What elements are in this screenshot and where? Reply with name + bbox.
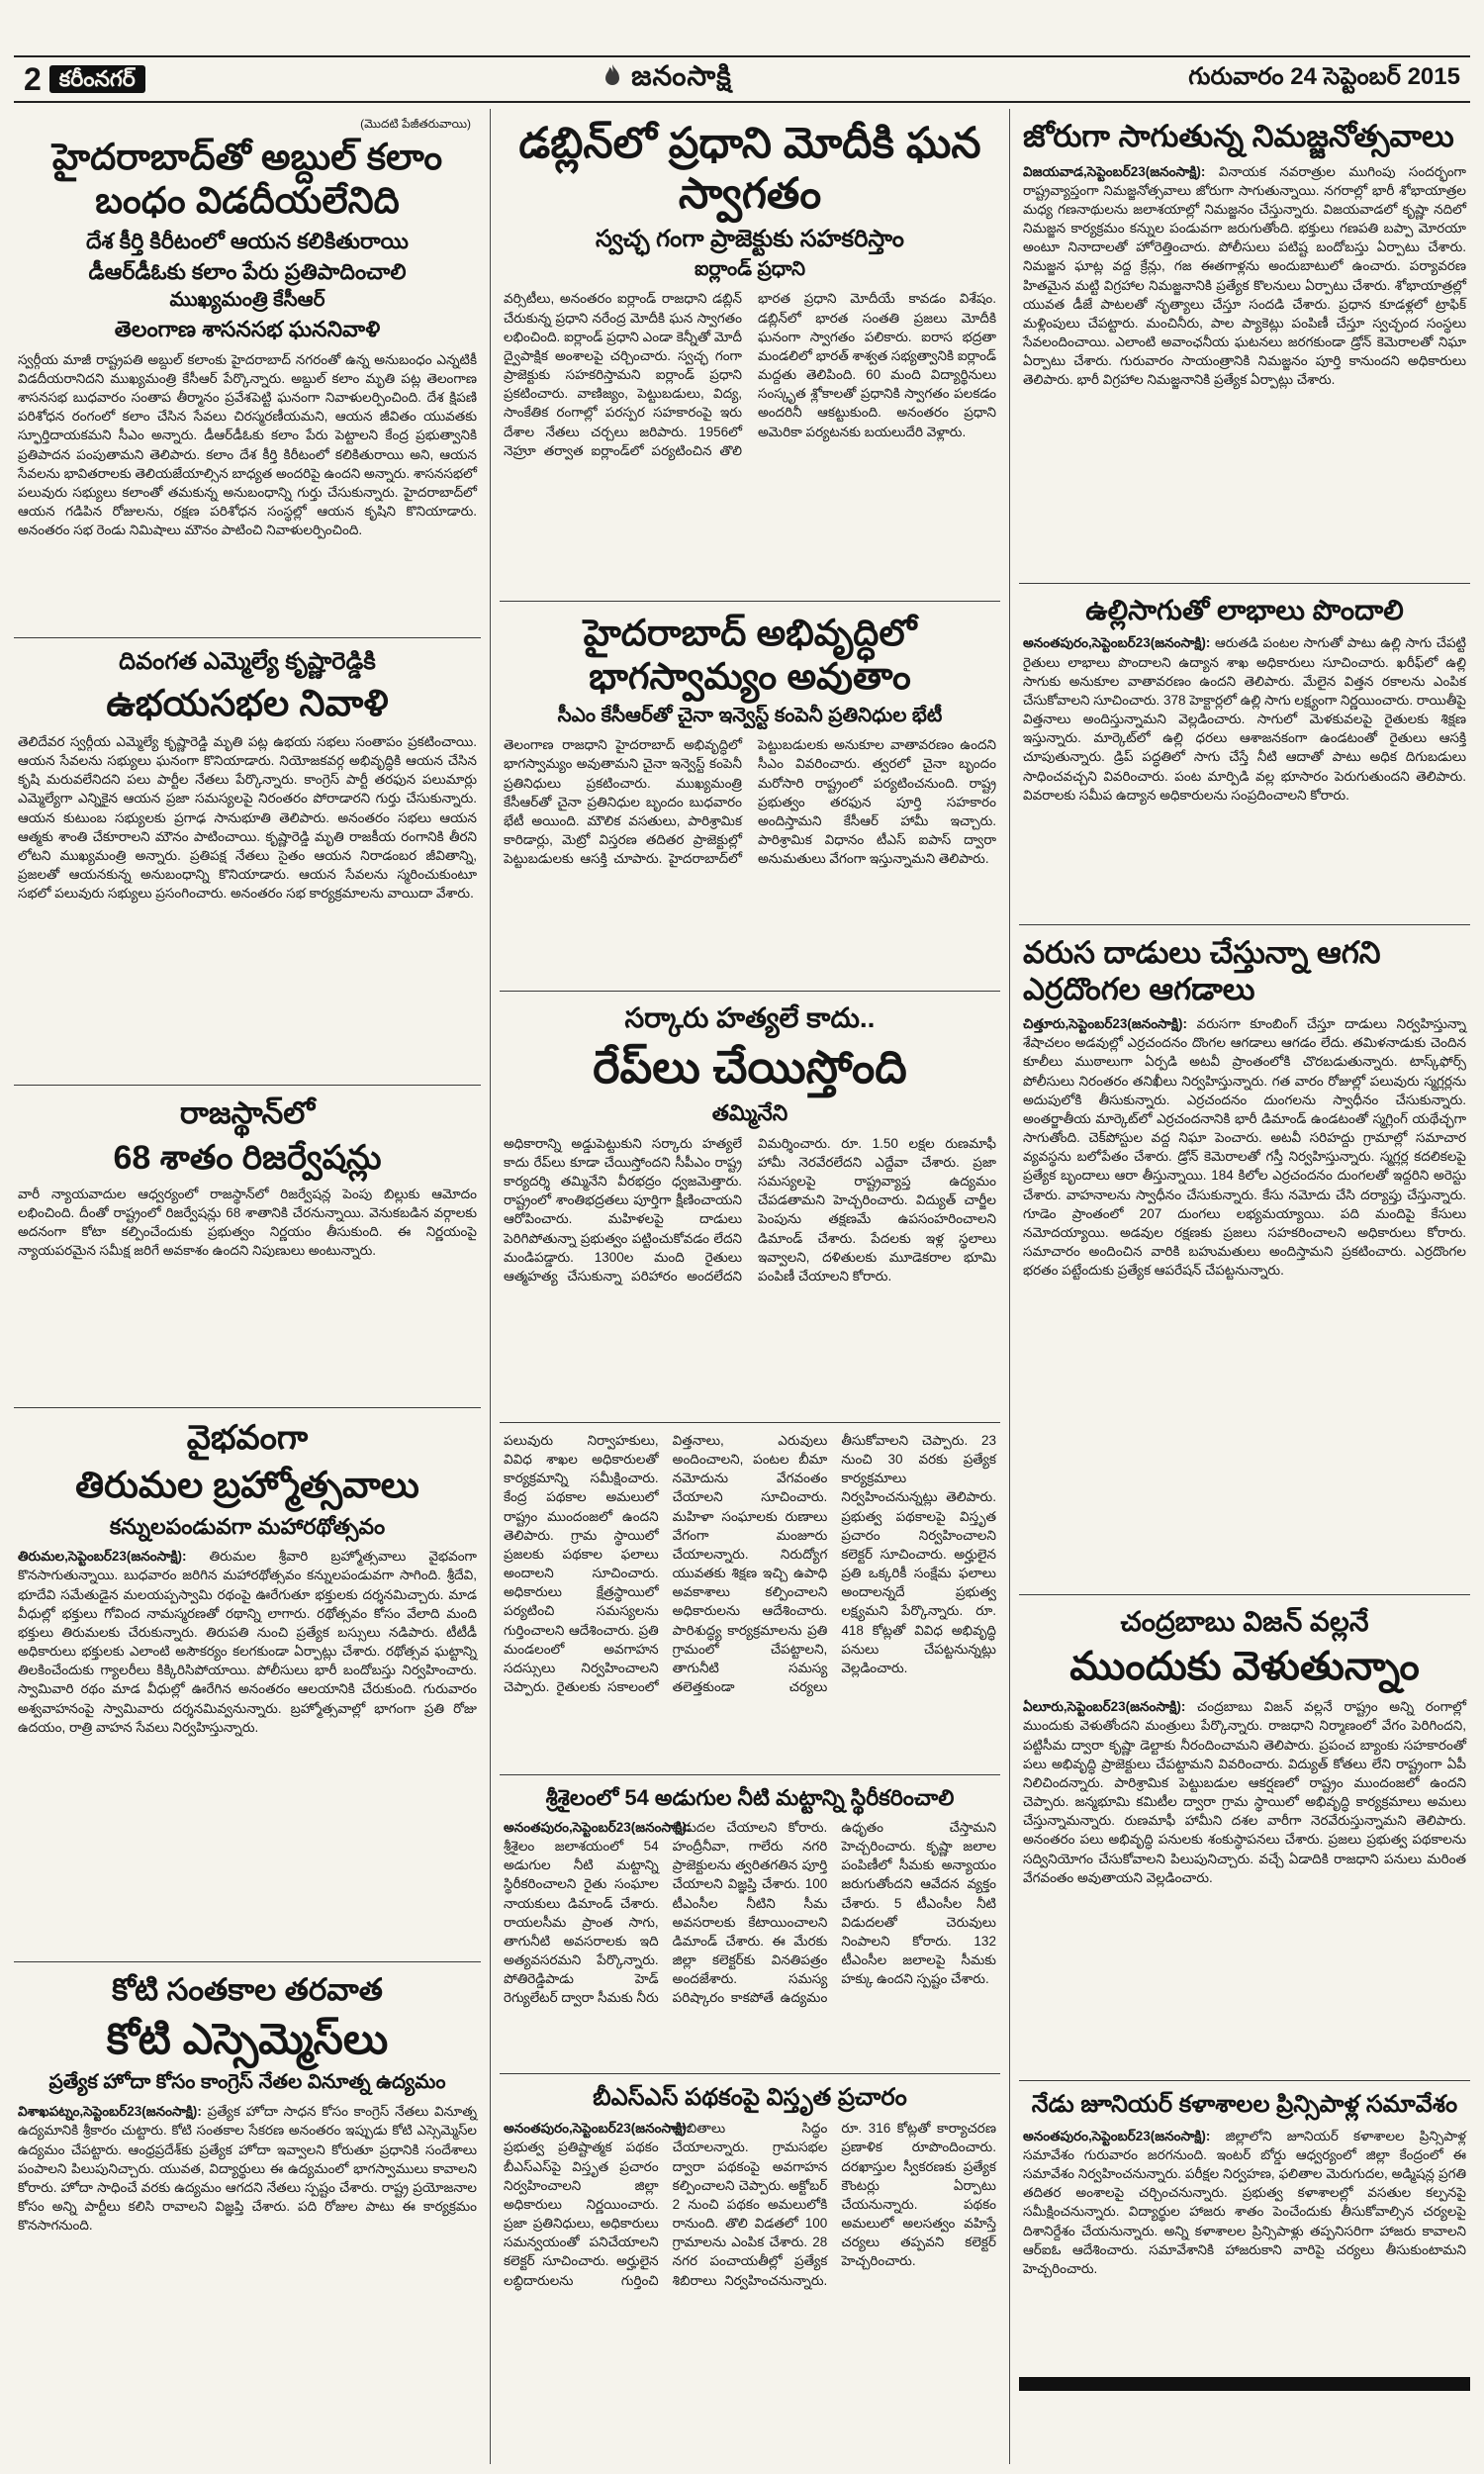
article-onion-farming — [1019, 583, 1470, 924]
body-text — [1023, 1697, 1466, 1887]
body-copy: వారీ న్యాయవాదుల ఆధ్వర్యంలో రాజస్థాన్‌లో రిజర్వేషన్ల పెంపు బిల్లుకు ఆమోదం లభించింది. దీంతో రాష్ట్రంలో రిజర్వేషన్లు 68 శాతానికి చేరనున్నాయి. వెనుకబడిన వర్గాలకు అదనంగా కోటా కల్పించేందుకు ప్రభుత్వం నిర్ణయం తీసుకుంది. ఈ నిర్ణయంపై న్యాయపరమైన సమీక్ష జరిగే అవకాశం ఉందని నిపుణులు అంటున్నారు. — [18, 1186, 477, 1259]
body-text — [18, 1185, 477, 1261]
date-line: గురువారం 24 సెప్టెంబర్ 2015 — [1188, 62, 1460, 90]
headline: జోరుగా సాగుతున్న నిమజ్జనోత్సవాలు — [1023, 119, 1454, 153]
headline: శ్రీశైలంలో 54 అడుగుల నీటి మట్టాన్ని స్థిరీకరించాలి — [545, 1785, 955, 1810]
continued-from-note: (మొదటి పేజీతరువాయి) — [360, 117, 471, 131]
headline: ముందుకు వెళుతున్నాం — [1069, 1645, 1420, 1689]
article-modi-dublin — [500, 109, 1000, 601]
headline: 68 శాతం రిజర్వేషన్లు — [113, 1138, 382, 1177]
deck-line: డీఆర్‌డీఓకు కలాం పేరు ప్రతిపాదించాలి — [88, 258, 407, 284]
headline-kicker: దివంగత ఎమ్మెల్యే కృష్ణారెడ్డికి — [119, 648, 376, 675]
dateline: అనంతపురం,సెప్టెంబర్23(జనంసాక్షి): — [504, 2121, 692, 2137]
article-srisailam-water-level — [500, 1774, 1000, 2073]
article-red-sanders-smugglers — [1019, 924, 1470, 1594]
headline: హైదరాబాద్‌తో అబ్దుల్ కలాం బంధం విడదీయలేనిది — [51, 137, 443, 221]
article-rajasthan-reservations — [14, 1085, 481, 1407]
deck-line: ఐర్లాండ్ ప్రధాని — [695, 258, 805, 281]
article-chandrababu-vision — [1019, 1594, 1470, 2080]
headline-kicker: సర్కారు హత్యలే కాదు.. — [624, 1002, 876, 1033]
deck-line: దేశ కీర్తి కిరీటంలో ఆయన కలికితురాయి — [86, 229, 409, 254]
article-kalam-tribute — [14, 109, 481, 637]
column-left — [14, 109, 481, 2464]
flame-flag-icon — [602, 64, 623, 95]
article-tirumala-brahmotsavam — [14, 1407, 481, 1961]
deck-line: తమ్మినేని — [711, 1100, 788, 1126]
headline: తిరుమల బ్రహ్మోత్సవాలు — [75, 1465, 419, 1506]
body-copy: స్వర్గీయ మాజీ రాష్ట్రపతి అబ్దుల్ కలాంకు హైదరాబాద్ నగరంతో ఉన్న అనుబంధం ఎన్నటికీ విడదీయరానిదని ముఖ్యమంత్రి కేసీఆర్ పేర్కొన్నారు. అబ్దుల్ కలాం మృతి పట్ల తెలంగాణ శాసనసభ బుధవారం సంతాప తీర్మానం ప్రవేశపెట్టి ఘనంగా నివాళులర్పించింది. దేశ క్షిపణి పరిశోధన రంగంలో కలాం చేసిన సేవలు చిరస్మరణీయమని, ఆయన జీవితం యువతకు స్ఫూర్తిదాయకమని సీఎం అన్నారు. డీఆర్‌డీఓకు కలాం పేరు పెట్టాలని కేంద్ర ప్రభుత్వానికి ప్రతిపాదన పంపుతామని తెలిపారు. కలాం దేశ కీర్తి కిరీటంలో కలికితురాయి అని, ఆయన సేవలను భావితరాలకు తెలియజేయాల్సిన బాధ్యత అందరిపై ఉందని అన్నారు. శాసనసభలో పలువురు సభ్యులు కలాంతో తమకున్న అనుబంధాన్ని గుర్తు చేసుకున్నారు. హైదరాబాద్‌లో ఆయన గడిపిన రోజులను, రక్షణ పరిశోధన సంస్థల్లో ఆయన కృషిని కొనియాడారు. అనంతరం సభ రెండు నిమిషాలు మౌనం పాటించి నివాళులర్పించింది. — [18, 351, 477, 538]
paper-name: జనంసాక్షి — [631, 59, 732, 91]
body-text — [504, 1818, 996, 2008]
body-copy: అధికారాన్ని అడ్డుపెట్టుకుని సర్కారు హత్యలే కాదు రేప్‌లు కూడా చేయిస్తోందని సీపీఎం రాష్ట్ర కార్యదర్శి తమ్మినేని వీరభద్రం ధ్వజమెత్తారు. రాష్ట్రంలో శాంతిభద్రతలు పూర్తిగా క్షీణించాయని ఆరోపించారు. మహిళలపై దాడులు పెరిగిపోతున్నా ప్రభుత్వం పట్టించుకోవడం లేదని మండిపడ్డారు. 1300ల మంది రైతులు ఆత్మహత్య చేసుకున్నా పరిహారం అందలేదని విమర్శించారు. రూ. 1.50 లక్షల రుణమాఫీ హామీ నెరవేరలేదని ఎద్దేవా చేశారు. ప్రజా సమస్యలపై రాష్ట్రవ్యాప్త ఉద్యమం చేపడతామని హెచ్చరించారు. విద్యుత్ చార్జీల పెంపును తక్షణమే ఉపసంహరించాలని డిమాండ్ చేశారు. పేదలకు ఇళ్ల స్థలాలు ఇవ్వాలని, దళితులకు మూడెకరాల భూమి పంపిణీ చేయాలని కోరారు. — [504, 1135, 996, 1284]
article-principals-meeting — [1019, 2080, 1470, 2377]
headline: నేడు జూనియర్ కళాశాలల ప్రిన్సిపాళ్ల సమావేశం — [1031, 2091, 1458, 2119]
dateline: చిత్తూరు,సెప్టెంబర్23(జనంసాక్షి): — [1023, 1016, 1187, 1032]
body-text — [18, 1547, 477, 1737]
deck-line: స్వచ్ఛ గంగా ప్రాజెక్టుకు సహకరిస్తాం — [596, 226, 904, 253]
body-copy: వరుసగా కూంబింగ్ చేస్తూ దాడులు నిర్వహిస్తున్నా శేషాచలం అడవుల్లో ఎర్రచందనం దొంగల ఆగడాలు ఆగడం లేదు. తమిళనాడుకు చెందిన కూలీలు ముఠాలుగా ఏర్పడి అటవీ ప్రాంతంలోకి చొరబడుతున్నారు. టాస్క్‌ఫోర్స్ పోలీసులు నిరంతరం తనిఖీలు నిర్వహిస్తున్నారు. గత వారం రోజుల్లో పలువురు స్మగ్లర్లను అదుపులోకి తీసుకున్నారు. ఎర్రచందనం దుంగలను స్వాధీనం చేసుకున్నారు. అంతర్జాతీయ మార్కెట్‌లో ఎర్రచందనానికి భారీ డిమాండ్ ఉండటంతో స్మగ్లింగ్ యథేచ్ఛగా సాగుతోంది. చెక్‌పోస్టుల వద్ద నిఘా పెంచారు. అటవీ సరిహద్దు గ్రామాల్లో సమాచార వ్యవస్థను బలోపేతం చేశారు. డ్రోన్ కెమెరాలతో గస్తీ నిర్వహిస్తున్నారు. స్మగ్లర్ల కదలికలపై ప్రత్యేక బృందాలు ఆరా తీస్తున్నాయి. 184 కిలోల ఎర్రచందనం దుంగలతో ఇద్దరిని అరెస్టు చేశారు. వాహనాలను స్వాధీనం చేసుకున్నారు. కేసు నమోదు చేసి దర్యాప్తు చేస్తున్నారు. గూడెం ప్రాంతంలో 207 దుంగలు లభ్యమయ్యాయి. పది మందిపై కేసులు నమోదయ్యాయి. అడవుల రక్షణకు ప్రజలు సహకరించాలని అధికారులు కోరారు. సమాచారం అందించిన వారికి బహుమతులు అందిస్తామని ప్రకటించారు. ఎర్రదొంగల భరతం పట్టేందుకు ప్రత్యేక ఆపరేషన్ చేపట్టనున్నారు. — [1023, 1016, 1466, 1279]
article-china-investment — [500, 601, 1000, 991]
body-copy: తిరుమల శ్రీవారి బ్రహ్మోత్సవాలు వైభవంగా కొనసాగుతున్నాయి. బుధవారం జరిగిన మహారథోత్సవం కన్నులపండువగా సాగింది. శ్రీదేవి, భూదేవి సమేతుడైన మలయప్పస్వామి రథంపై ఊరేగుతూ భక్తులకు దర్శనమిచ్చారు. మాడ వీధుల్లో భక్తులు గోవింద నామస్మరణతో రథాన్ని లాగారు. రథోత్సవం కోసం వేలాది మంది భక్తులు తిరుమలకు చేరుకున్నారు. తిరుపతి నుంచి ప్రత్యేక బస్సులు నడిపారు. టీటీడీ అధికారులు భక్తులకు ఎలాంటి అసౌకర్యం కలగకుండా ఏర్పాట్లు చేశారు. రథోత్సవ ఘట్టాన్ని తిలకించేందుకు గ్యాలరీలు కిక్కిరిసిపోయాయి. పోలీసులు భారీ బందోబస్తు నిర్వహించారు. స్వామివారి రథం మాడ వీధుల్లో ఊరేగిన అనంతరం ఆలయానికి చేరుకుంది. గురువారం అశ్వవాహనంపై స్వామివారు దర్శనమివ్వనున్నారు. బ్రహ్మోత్సవాల్లో భాగంగా ప్రతి రోజు ఉదయం, రాత్రి వాహన సేవలు నిర్వహిస్తున్నారు. — [18, 1549, 477, 1735]
dateline: ఏలూరు,సెప్టెంబర్23(జనంసాక్షి): — [1023, 1699, 1186, 1715]
column-divider — [490, 109, 491, 2464]
headline: రేప్‌లు చేయిస్తోంది — [593, 1041, 907, 1094]
headline: డబ్లిన్‌లో ప్రధాని మోదీకి ఘన స్వాగతం — [518, 120, 981, 218]
masthead — [14, 55, 1470, 103]
body-text — [1023, 633, 1466, 804]
dateline: అనంతపురం,సెప్టెంబర్23(జనంసాక్షి): — [504, 1819, 692, 1835]
column-right — [1019, 109, 1470, 2464]
dateline: అనంతపురం,సెప్టెంబర్23(జనంసాక్షి): — [1023, 635, 1211, 651]
column-divider — [1009, 109, 1010, 2464]
body-text — [18, 732, 477, 903]
body-copy: ప్రభుత్వ ప్రతిష్టాత్మక పథకం బీఎస్ఎస్‌పై విస్తృత ప్రచారం నిర్వహించాలని జిల్లా అధికారులు నిర్ణయించారు. ప్రజా ప్రతినిధులు, అధికారులు సమన్వయంతో పనిచేయాలని కలెక్టర్ సూచించారు. అర్హులైన లబ్ధిదారులను గుర్తించి జాబితాలు సిద్ధం చేయాలన్నారు. గ్రామసభల ద్వారా పథకంపై అవగాహన కల్పించాలని చెప్పారు. అక్టోబర్ 2 నుంచి పథకం అమలులోకి రానుంది. తొలి విడతలో 100 గ్రామాలను ఎంపిక చేశారు. 28 నగర పంచాయతీల్లో ప్రత్యేక శిబిరాలు నిర్వహించనున్నారు. రూ. 316 కోట్లతో కార్యాచరణ ప్రణాళిక రూపొందించారు. దరఖాస్తుల స్వీకరణకు ప్రత్యేక కౌంటర్లు ఏర్పాటు చేయనున్నారు. పథకం అమలులో అలసత్వం వహిస్తే చర్యలు తప్పవని కలెక్టర్ హెచ్చరించారు. — [504, 2121, 996, 2288]
body-copy: వినాయక నవరాత్రుల ముగింపు సందర్భంగా రాష్ట్రవ్యాప్తంగా నిమజ్జనోత్సవాలు జోరుగా సాగుతున్నాయి. నగరాల్లో భారీ శోభాయాత్రల మధ్య గణనాథులను జలాశయాల్లో నిమజ్జనం చేస్తున్నారు. విజయవాడలో కృష్ణా నదిలో నిమజ్జన కార్యక్రమం కన్నుల పండువగా జరుగుతోంది. భక్తులు గణపతి బప్పా మోరయా అంటూ నినాదాలతో హోరెత్తించారు. పోలీసులు పటిష్ట బందోబస్తు ఏర్పాటు చేశారు. నిమజ్జన ఘాట్ల వద్ద క్రేన్లు, గజ ఈతగాళ్లను అందుబాటులో ఉంచారు. పర్యావరణ హితమైన మట్టి విగ్రహాల నిమజ్జనానికి ప్రత్యేక కొలనులు ఏర్పాటు చేశారు. శోభాయాత్రల్లో యువత డీజే పాటలతో నృత్యాలు చేస్తూ సందడి చేశారు. ప్రధాన కూడళ్లలో ట్రాఫిక్ మళ్లింపులు చేపట్టారు. మంచినీరు, పాల ప్యాకెట్లు పంపిణీ చేస్తూ స్వచ్ఛంద సంస్థలు సేవలందించాయి. ఎలాంటి అవాంఛనీయ ఘటనలు జరగకుండా డ్రోన్ కెమెరాలతో నిఘా ఏర్పాటు చేశారు. గురువారం సాయంత్రానికి నిమజ్జనం పూర్తి కానుందని అధికారులు తెలిపారు. భారీ విగ్రహాల నిమజ్జనానికి ప్రత్యేక ఏర్పాట్లు చేశారు. — [1023, 163, 1466, 388]
body-copy: ఆరుతడి పంటల సాగుతో పాటు ఉల్లి సాగు చేపట్టి రైతులు లాభాలు పొందాలని ఉద్యాన శాఖ అధికారులు సూచించారు. ఖరీఫ్‌లో ఉల్లి సాగుకు అనుకూల వాతావరణం ఉందని తెలిపారు. మేలైన విత్తన రకాలను ఎంపిక చేసుకోవాలని సూచించారు. 378 హెక్టార్లలో ఉల్లి సాగు లక్ష్యంగా నిర్ణయించారు. రాయితీపై విత్తనాలు అందిస్తున్నామని వెల్లడించారు. సాగులో మెళకువలపై రైతులకు శిక్షణ ఇస్తున్నారు. మార్కెట్‌లో ఉల్లి ధరలు ఆశాజనకంగా ఉండటంతో రైతులు ఆసక్తి చూపుతున్నారు. డ్రిప్ పద్ధతిలో సాగు చేస్తే నీటి ఆదాతో పాటు అధిక దిగుబడులు సాధించవచ్చని వివరించారు. పంట మార్పిడి వల్ల భూసారం పెరుగుతుందని తెలిపారు. వివరాలకు సమీప ఉద్యాన అధికారులను సంప్రదించాలని కోరారు. — [1023, 635, 1466, 803]
deck-line: ముఖ్యమంత్రి కేసీఆర్ — [169, 289, 325, 312]
body-copy: చంద్రబాబు విజన్ వల్లనే రాష్ట్రం అన్ని రంగాల్లో ముందుకు వెళుతోందని మంత్రులు పేర్కొన్నారు. రాజధాని నిర్మాణంలో వేగం పెరిగిందని, పట్టిసీమ ద్వారా కృష్ణా డెల్టాకు నీరందించామని తెలిపారు. ప్రపంచ బ్యాంకు సహకారంతో పలు అభివృద్ధి ప్రాజెక్టులు చేపట్టామని వివరించారు. విద్యుత్ కోతలు లేని రాష్ట్రంగా ఏపీ నిలిచిందన్నారు. పారిశ్రామిక పెట్టుబడుల ఆకర్షణలో రాష్ట్రం ముందంజలో ఉందని చెప్పారు. జన్మభూమి కమిటీల ద్వారా గ్రామ స్థాయిలో అభివృద్ధి కార్యక్రమాలు అమలు చేస్తున్నామన్నారు. రుణమాఫీ హామీని దశల వారీగా నెరవేరుస్తున్నామని తెలిపారు. అనంతరం పలు అభివృద్ధి పనులకు శంకుస్థాపనలు చేశారు. ప్రజలు ప్రభుత్వ పథకాలను సద్వినియోగం చేసుకోవాలని పిలుపునిచ్చారు. వచ్చే ఏడాదికి రాజధాని పనులు మరింత వేగవంతం అవుతాయని వెల్లడించారు. — [1023, 1699, 1466, 1885]
body-text — [504, 1431, 996, 1696]
body-copy: వర్సిటీలు, అనంతరం ఐర్లాండ్ రాజధాని డబ్లిన్ చేరుకున్న ప్రధాని నరేంద్ర మోదీకి ఘన స్వాగతం లభించింది. ఐర్లాండ్ ప్రధాని ఎండా కెన్నీతో మోదీ ద్వైపాక్షిక అంశాలపై చర్చించారు. స్వచ్ఛ గంగా ప్రాజెక్టుకు సహకరిస్తామని ఐర్లాండ్ ప్రధాని ప్రకటించారు. వాణిజ్యం, పెట్టుబడులు, విద్య, సాంకేతిక రంగాల్లో పరస్పర సహకారంపై ఇరు దేశాల నేతలు చర్చలు జరిపారు. 1956లో నెహ్రూ తర్వాత ఐర్లాండ్‌లో పర్యటించిన తొలి భారత ప్రధాని మోదీయే కావడం విశేషం. డబ్లిన్‌లో భారత సంతతి ప్రజలు మోదీకి ఘనంగా స్వాగతం పలికారు. ఐరాస భద్రతా మండలిలో భారత్ శాశ్వత సభ్యత్వానికి ఐర్లాండ్ మద్దతు తెలిపింది. 60 మంది విద్యార్థినులు సంస్కృత శ్లోకాలతో ప్రధానికి స్వాగతం పలకడం అందరినీ ఆకట్టుకుంది. అనంతరం ప్రధాని అమెరికా పర్యటనకు బయలుదేరి వెళ్లారు. — [504, 291, 996, 458]
headline: వరుస దాడులు చేస్తున్నా ఆగని ఎర్రదొంగల ఆగడాలు — [1023, 934, 1381, 1006]
article-continuation-block — [500, 1422, 1000, 1774]
body-text — [504, 735, 996, 868]
dateline: విజయవాడ,సెప్టెంబర్23(జనంసాక్షి): — [1023, 163, 1206, 179]
body-text — [504, 2119, 996, 2289]
body-text — [504, 289, 996, 459]
body-copy: తెలిదేవర స్వర్గీయ ఎమ్మెల్యే కృష్ణారెడ్డి మృతి పట్ల ఉభయ సభలు సంతాపం ప్రకటించాయి. ఆయన సేవలను సభ్యులు ఘనంగా కొనియాడారు. నియోజకవర్గ అభివృద్ధికి ఆయన చేసిన కృషి మరువలేనిదని పలు పార్టీల నేతలు పేర్కొన్నారు. కాంగ్రెస్ పార్టీ తరఫున పలుమార్లు ఎమ్మెల్యేగా ఎన్నికైన ఆయన ప్రజా సమస్యలపై నిరంతరం పోరాడారని గుర్తు చేసుకున్నారు. ఆయన కుటుంబ సభ్యులకు ప్రగాఢ సానుభూతి తెలిపారు. అనంతరం సభలు ఆయన ఆత్మకు శాంతి చేకూరాలని మౌనం పాటించాయి. కృష్ణారెడ్డి మృతి రాజకీయ రంగానికి తీరని లోటని ముఖ్యమంత్రి అన్నారు. ప్రతిపక్ష నేతలు సైతం ఆయన నిరాడంబర జీవితాన్ని, ప్రజలతో ఆయనకున్న అనుబంధాన్ని కొనియాడారు. ఆయన సేవలను స్మరించుకుంటూ సభలో పలువురు సభ్యులు ప్రసంగించారు. అనంతరం సభ కార్యక్రమాలను వాయిదా వేశారు. — [18, 733, 477, 902]
body-text — [504, 1134, 996, 1285]
deck-line: తెలంగాణ శాసనసభ ఘననివాళి — [114, 317, 381, 342]
paper-logo — [602, 60, 732, 99]
article-mla-tribute — [14, 637, 481, 1085]
dateline: అనంతపురం,సెప్టెంబర్23(జనంసాక్షి): — [1023, 2128, 1211, 2143]
masthead-left — [24, 61, 145, 98]
headline-kicker: రాజస్థాన్‌లో — [179, 1095, 316, 1130]
deck-line: సీఎం కేసీఆర్‌తో చైనా ఇన్వెస్ట్ కంపెనీ ప్రతినిధుల భేటీ — [557, 705, 943, 727]
headline: బీఎస్ఎస్ పథకంపై విస్తృత ప్రచారం — [593, 2084, 907, 2111]
body-copy: తెలంగాణ రాజధాని హైదరాబాద్ అభివృద్ధిలో భాగస్వామ్యం అవుతామని చైనా ఇన్వెస్ట్ కంపెనీ ప్రతినిధులు ప్రకటించారు. ముఖ్యమంత్రి కేసీఆర్‌తో చైనా ప్రతినిధుల బృందం బుధవారం భేటీ అయింది. మౌలిక వసతులు, పారిశ్రామిక కారిడార్లు, మెట్రో విస్తరణ తదితర ప్రాజెక్టుల్లో పెట్టుబడులకు ఆసక్తి చూపారు. హైదరాబాద్‌లో పెట్టుబడులకు అనుకూల వాతావరణం ఉందని సీఎం వివరించారు. త్వరలో చైనా బృందం మరోసారి రాష్ట్రంలో పర్యటించనుంది. రాష్ట్ర ప్రభుత్వం తరఫున పూర్తి సహకారం అందిస్తామని కేసీఆర్ హామీ ఇచ్చారు. పారిశ్రామిక విధానం టీఎస్ ఐపాస్ ద్వారా అనుమతులు వేగంగా ఇస్తున్నామని తెలిపారు. — [504, 737, 996, 867]
headline-kicker: కోటి సంతకాల తరవాత — [112, 1972, 383, 2007]
headline: కోటి ఎస్సెమ్మెస్‌లు — [106, 2015, 389, 2063]
edition-badge: కరీంనగర్ — [49, 65, 145, 93]
body-text — [1023, 2127, 1466, 2278]
headline: హైదరాబాద్ అభివృద్ధిలో భాగస్వామ్యం అవుతాం — [583, 613, 917, 697]
bottom-rule-bar — [1019, 2377, 1470, 2391]
body-copy: ప్రత్యేక హోదా సాధన కోసం కాంగ్రెస్ నేతలు వినూత్న ఉద్యమానికి శ్రీకారం చుట్టారు. కోటి సంతకాల సేకరణ అనంతరం ఇప్పుడు కోటి ఎస్సెమ్మెస్‌ల ఉద్యమం చేపట్టారు. ఆంధ్రప్రదేశ్‌కు ప్రత్యేక హోదా ఇవ్వాలని కోరుతూ ప్రధానికి సందేశాలు పంపాలని పిలుపునిచ్చారు. యువత, విద్యార్థులు ఈ ఉద్యమంలో భాగస్వాములు కావాలని కోరారు. హోదా సాధించే వరకు ఉద్యమం ఆగదని నేతలు స్పష్టం చేశారు. రాష్ట్ర ప్రయోజనాల కోసం అన్ని పార్టీలు కలిసి రావాలని విజ్ఞప్తి చేశారు. పది రోజుల పాటు ఈ కార్యక్రమం కొనసాగనుంది. — [18, 2104, 477, 2234]
headline: ఉల్లిసాగుతో లాభాలు పొందాలి — [1085, 595, 1404, 626]
body-copy: జిల్లాలోని జూనియర్ కళాశాలల ప్రిన్సిపాళ్ల సమావేశం గురువారం జరగనుంది. ఇంటర్ బోర్డు ఆధ్వర్యంలో జిల్లా కేంద్రంలో ఈ సమావేశం నిర్వహించనున్నారు. పరీక్షల నిర్వహణ, ఫలితాల మెరుగుదల, అడ్మిషన్ల ప్రగతి తదితర అంశాలపై చర్చించనున్నారు. ప్రభుత్వ కళాశాలల్లో వసతుల కల్పనపై సమీక్షించనున్నారు. విద్యార్థుల హాజరు శాతం పెంచేందుకు తీసుకోవాల్సిన చర్యలపై దిశానిర్దేశం చేయనున్నారు. అన్ని కళాశాలల ప్రిన్సిపాళ్లు తప్పనిసరిగా హాజరు కావాలని ఆర్‌ఐఓ ఆదేశించారు. సమావేశానికి హాజరుకాని వారిపై చర్యలు తీసుకుంటామని హెచ్చరించారు. — [1023, 2128, 1466, 2276]
dateline: తిరుమల,సెప్టెంబర్23(జనంసాక్షి): — [18, 1549, 187, 1565]
column-center — [500, 109, 1000, 2464]
body-text — [1023, 1014, 1466, 1280]
article-bss-scheme — [500, 2073, 1000, 2464]
body-copy: శ్రీశైలం జలాశయంలో 54 అడుగుల నీటి మట్టాన్ని స్థిరీకరించాలని రైతు సంఘాల నాయకులు డిమాండ్ చేశారు. రాయలసీమ ప్రాంత సాగు, తాగునీటి అవసరాలకు ఇది అత్యవసరమని పేర్కొన్నారు. పోతిరెడ్డిపాడు హెడ్ రెగ్యులేటర్ ద్వారా సీమకు నీరు విడుదల చేయాలని కోరారు. హంద్రీనీవా, గాలేరు నగరి ప్రాజెక్టులను త్వరితగతిన పూర్తి చేయాలని విజ్ఞప్తి చేశారు. 100 టీఎంసీల నీటిని సీమ అవసరాలకు కేటాయించాలని డిమాండ్ చేశారు. ఈ మేరకు జిల్లా కలెక్టర్‌కు వినతిపత్రం అందజేశారు. సమస్య పరిష్కారం కాకపోతే ఉద్యమం ఉధృతం చేస్తామని హెచ్చరించారు. కృష్ణా జలాల పంపిణీలో సీమకు అన్యాయం జరుగుతోందని ఆవేదన వ్యక్తం చేశారు. 5 టీఎంసీల నీటి విడుదలతో చెరువులు నింపాలని కోరారు. 132 టీఎంసీల జలాలపై సీమకు హక్కు ఉందని స్పష్టం చేశారు. — [504, 1819, 996, 2006]
deck-line: కన్నులపండువగా మహారథోత్సవం — [109, 1513, 386, 1539]
headline-kicker: వైభవంగా — [186, 1419, 309, 1457]
page-content — [14, 109, 1470, 2464]
article-crore-sms — [14, 1961, 481, 2464]
deck-line: ప్రత్యేక హోదా కోసం కాంగ్రెస్ నేతల వినూత్న ఉద్యమం — [48, 2071, 446, 2094]
article-ganesh-immersion — [1019, 109, 1470, 583]
body-copy: పలువురు నిర్వాహకులు, వివిధ శాఖల అధికారులతో కార్యక్రమాన్ని సమీక్షించారు. కేంద్ర పథకాల అమలులో రాష్ట్రం ముందంజలో ఉందని తెలిపారు. గ్రామ స్థాయిలో ప్రజలకు పథకాల ఫలాలు అందాలని సూచించారు. అధికారులు క్షేత్రస్థాయిలో పర్యటించి సమస్యలను గుర్తించాలని ఆదేశించారు. ప్రతి మండలంలో అవగాహన సదస్సులు నిర్వహించాలని చెప్పారు. రైతులకు సకాలంలో విత్తనాలు, ఎరువులు అందించాలని, పంటల బీమా నమోదును వేగవంతం చేయాలని సూచించారు. మహిళా సంఘాలకు రుణాలు వేగంగా మంజూరు చేయాలన్నారు. నిరుద్యోగ యువతకు శిక్షణ ఇచ్చి ఉపాధి అవకాశాలు కల్పించాలని అధికారులను ఆదేశించారు. పారిశుద్ధ్య కార్యక్రమాలను ప్రతి గ్రామంలో చేపట్టాలని, తాగునీటి సమస్య తలెత్తకుండా చర్యలు తీసుకోవాలని చెప్పారు. 23 నుంచి 30 వరకు ప్రత్యేక కార్యక్రమాలు నిర్వహించనున్నట్లు తెలిపారు. ప్రభుత్వ పథకాలపై విస్తృత ప్రచారం నిర్వహించాలని కలెక్టర్ సూచించారు. అర్హులైన ప్రతి ఒక్కరికీ సంక్షేమ ఫలాలు అందాలన్నదే ప్రభుత్వ లక్ష్యమని పేర్కొన్నారు. రూ. 418 కోట్లతో వివిధ అభివృద్ధి పనులు చేపట్టనున్నట్లు వెల్లడించారు. — [504, 1433, 996, 1695]
body-text — [1023, 162, 1466, 390]
dateline: విశాఖపట్నం,సెప్టెంబర్23(జనంసాక్షి): — [18, 2104, 202, 2120]
headline: ఉభయసభల నివాళి — [106, 683, 389, 724]
body-text — [18, 2102, 477, 2235]
page-number: 2 — [24, 60, 42, 97]
headline-kicker: చంద్రబాబు విజన్ వల్లనే — [1120, 1606, 1369, 1638]
body-text — [18, 350, 477, 540]
article-tammineni-statement — [500, 991, 1000, 1422]
